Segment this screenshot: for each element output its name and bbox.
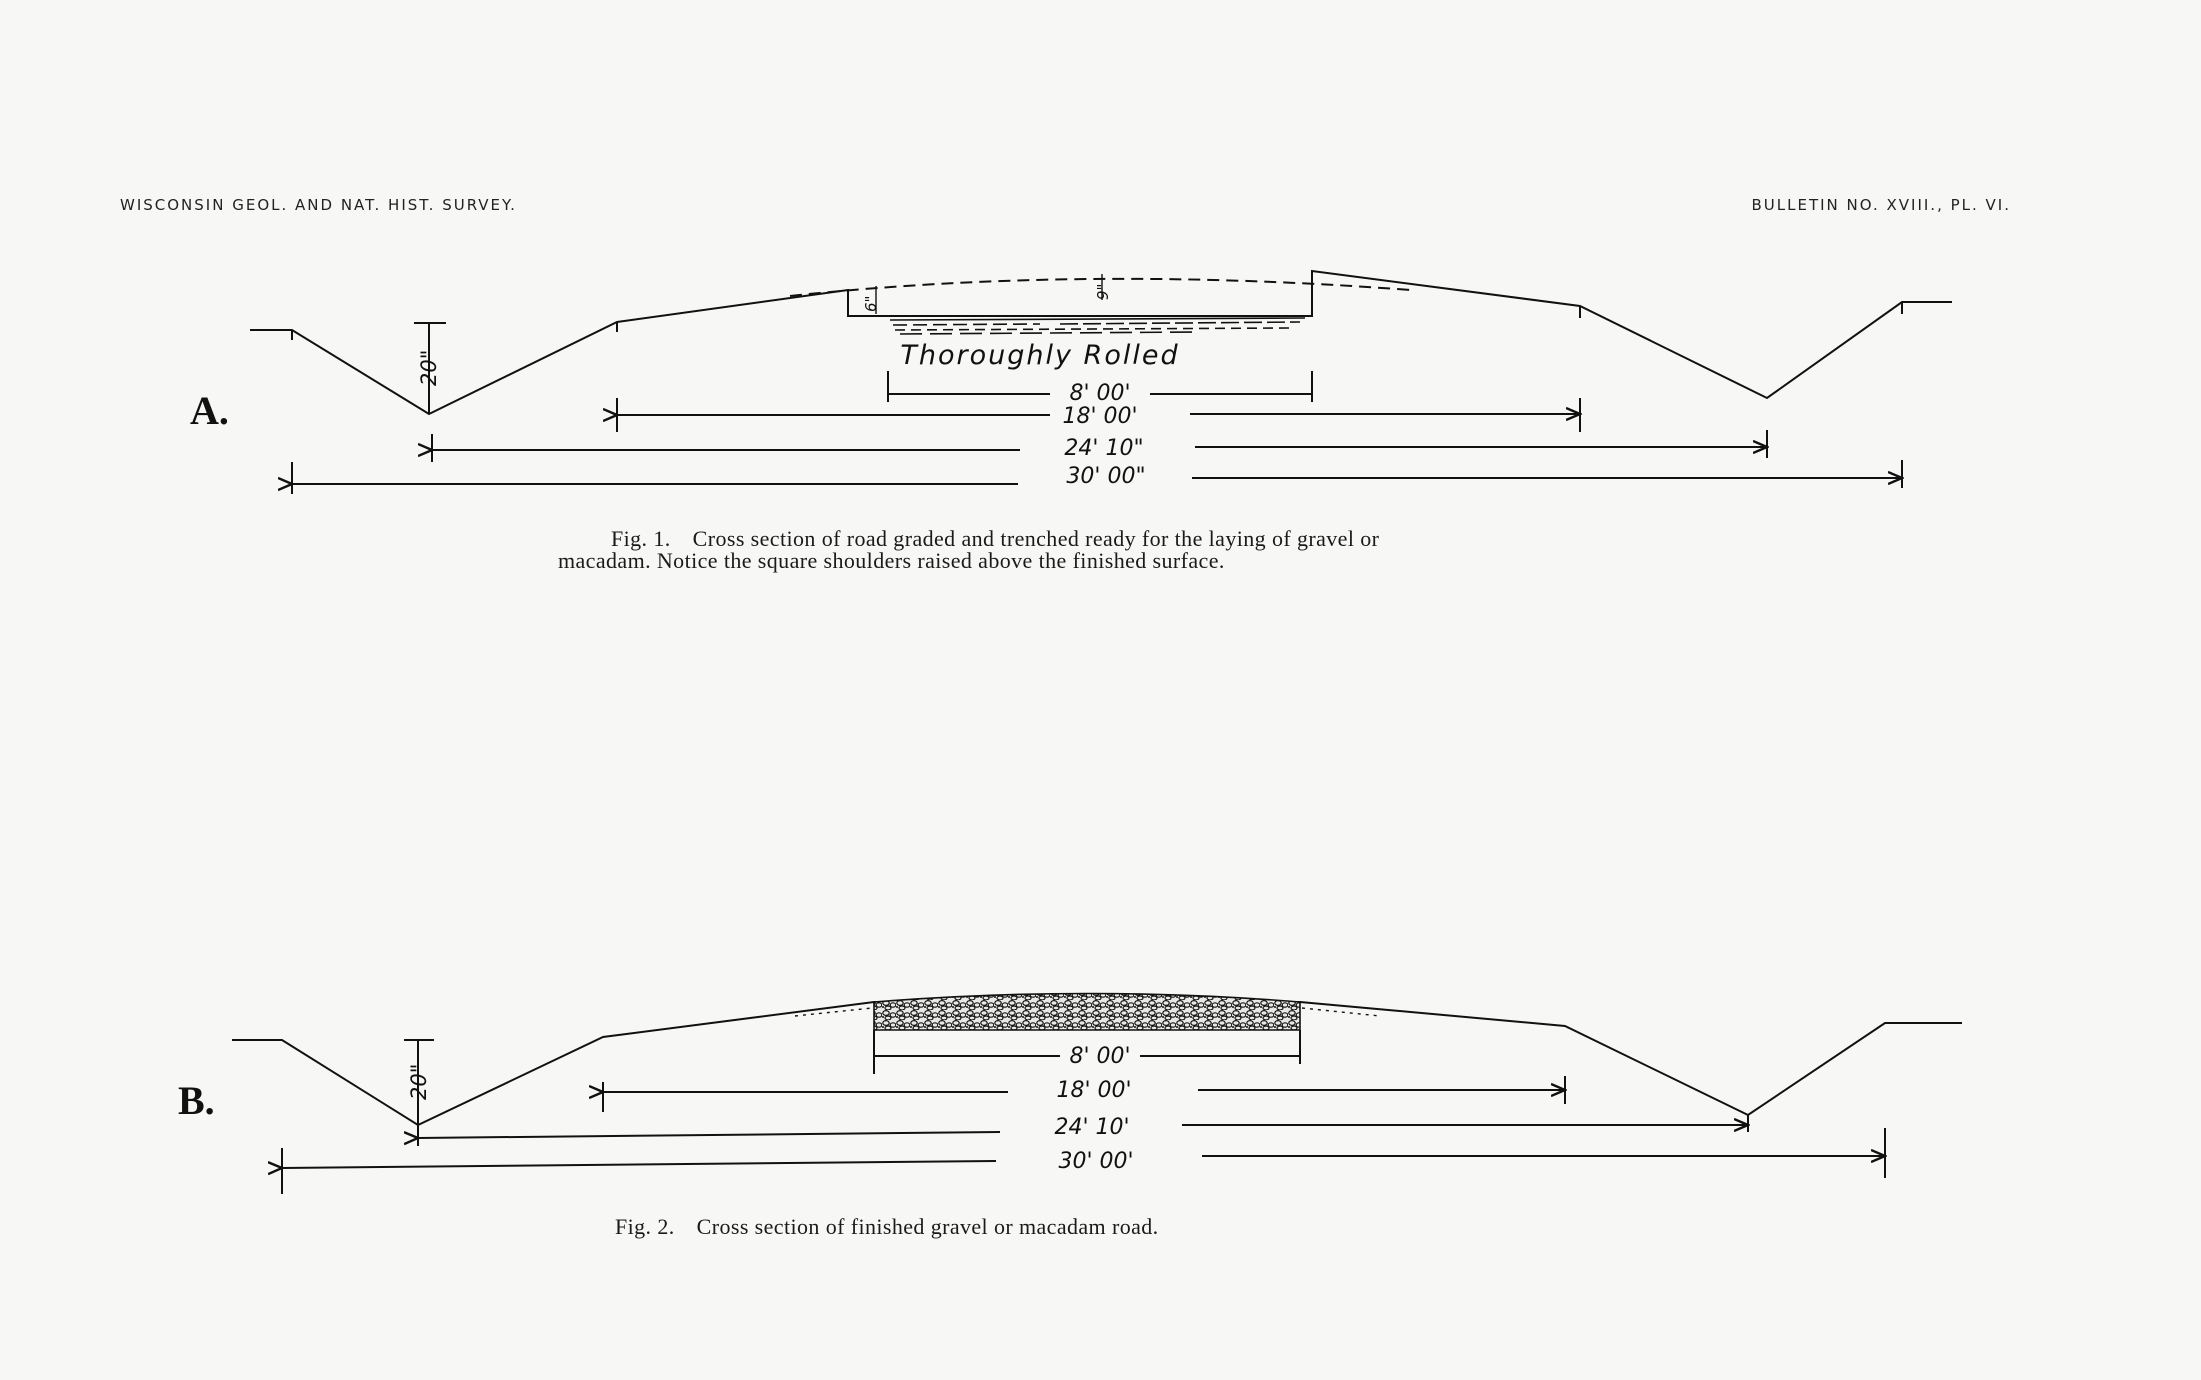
fig-a-dim-8: 8' 00'	[1069, 381, 1131, 406]
fig-b-dim-24: 24' 10'	[1054, 1115, 1130, 1140]
fig-b-letter: B.	[178, 1078, 215, 1123]
fig-a-letter: A.	[190, 388, 229, 433]
fig-a-ditch-depth: 20"	[417, 349, 441, 386]
fig-b-dim-18: 18' 00'	[1056, 1078, 1132, 1103]
fig-a-rolled-label: Thoroughly Rolled	[900, 340, 1180, 371]
fig-1-caption-line2: macadam. Notice the square shoulders raised above the finished surface.	[558, 548, 1225, 573]
fig-b-dim-30: 30' 00'	[1058, 1149, 1134, 1174]
fig-1-number: Fig. 1.	[611, 526, 671, 551]
fig-2-caption	[615, 1216, 1159, 1238]
fig-2-caption-text: Cross section of finished gravel or macadam road.	[696, 1214, 1159, 1239]
fig-a-dim-18: 18' 00'	[1062, 404, 1138, 429]
fig-a-dim-24: 24' 10"	[1064, 436, 1144, 461]
fig-1-caption-text1: Cross section of road graded and trenched ready for the laying of gravel or	[692, 526, 1380, 551]
fig-a-dim-30: 30' 00"	[1066, 464, 1146, 489]
fig-b-dim-8: 8' 00'	[1069, 1044, 1131, 1069]
fig-a-shoulder-height: 6"	[862, 295, 880, 312]
fig-a-crown-height: 9"	[1094, 283, 1112, 300]
header-right: BULLETIN NO. XVIII., PL. VI.	[1751, 196, 2011, 214]
header-left: WISCONSIN GEOL. AND NAT. HIST. SURVEY.	[120, 196, 517, 214]
fig-2-number: Fig. 2.	[615, 1214, 675, 1239]
fig-1-caption-line1	[611, 528, 1379, 550]
fig-a-rolled-layer	[890, 318, 1305, 334]
fig-b-ditch-depth: 20"	[407, 1063, 431, 1100]
fig-b-macadam-layer	[874, 994, 1300, 1031]
